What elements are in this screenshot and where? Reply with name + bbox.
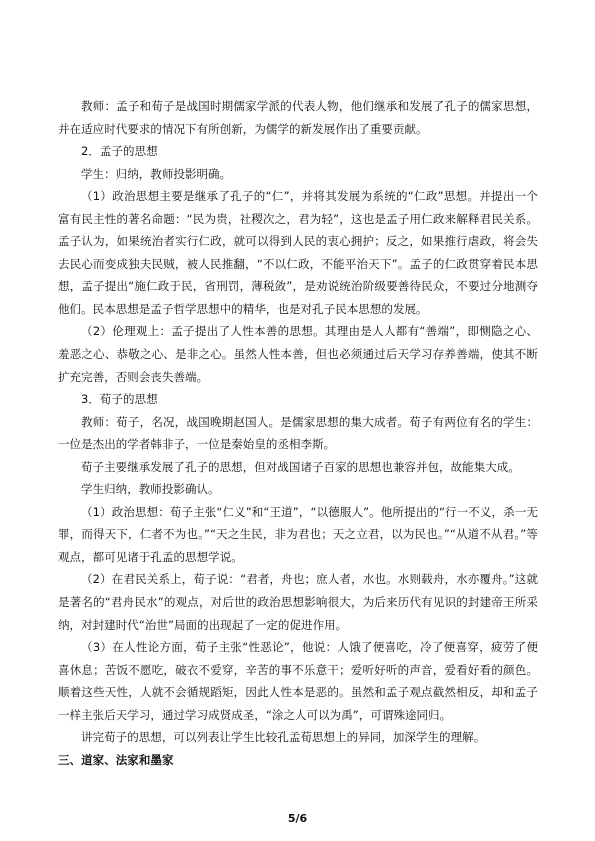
paragraph: 教师：荀子，名况，战国晚期赵国人。是儒家思想的集大成者。荀子有两位有名的学生：一位是杰出的学者韩非子，一位是秦始皇的丞相李斯。 <box>58 414 538 452</box>
paragraph: （1）政治思想：荀子主张“仁义”和“王道”，“以德服人”。他所提出的“行一不义，杀一无罪，而得天下，仁者不为也。”“天之生民，非为君也；天之立君，以为民也。”“从道不从君。”等观点，都可见诸于孔孟的思想学说。 <box>58 504 538 564</box>
paragraph: 讲完荀子的思想，可以列表让学生比较孔孟荀思想上的异同，加深学生的理解。 <box>81 730 486 745</box>
paragraph: （1）政治思想主要是继承了孔子的“仁”，并将其发展为系统的“仁政”思想。并提出一个富有民主性的著名命题：“民为贵，社稷次之，君为轻”，这也是孟子用仁政来解释君民关系。孟子认为，如果统治者实行仁政，就可以得到人民的衷心拥护；反之，如果推行虐政，将会失去民心而变成独夫民贼，被人民推翻，“不以仁政，不能平治天下”。孟子的仁政贯穿着民本思想，孟子提出“施仁政于民，省刑罚，薄税敛”，是劝说统治阶级要善待民众，不要过分地测夺他们。民本思想是孟子哲学思想中的精华，也是对孔子民本思想的发展。 <box>58 189 538 316</box>
subheading-mencius: 2．孟子的思想 <box>81 144 158 159</box>
paragraph: 荀子主要继承发展了孔子的思想，但对战国诸子百家的思想也兼容并包，故能集大成。 <box>81 459 520 474</box>
paragraph: 学生归纳，教师投影确认。 <box>81 482 220 497</box>
intro-paragraph: 教师：孟子和荀子是战国时期儒家学派的代表人物，他们继承和发展了孔子的儒家思想，并在适应时代要求的情况下有所创新，为儒学的新发展作出了重要贡献。 <box>58 99 538 136</box>
document-body <box>58 95 538 771</box>
section-heading: 三、道家、法家和墨家 <box>58 752 174 767</box>
paragraph: （3）在人性论方面，荀子主张“性恶论”，他说：人饿了便喜吃，冷了便喜穿，疲劳了便喜休息；苦饭不愿吃，破衣不爱穿，辛苦的事不乐意干；爱听好听的声音，爱看好看的颜色。顺着这些天性，人就不会循规蹈矩，因此人性本是恶的。虽然和孟子观点截然相反，却和孟子一样主张后天学习，通过学习成贤成圣，“涂之人可以为禹”，可谓殊途同归。 <box>58 640 538 722</box>
paragraph: （2）在君民关系上，荀子说：“君者，舟也；庶人者，水也。水则载舟，水亦覆舟。”这就是著名的“君舟民水”的观点，对后世的政治思想影响很大，为后来历代有见识的封建帝王所采纳，对封建时代“治世”局面的出现起了一定的促进作用。 <box>58 572 538 632</box>
page-number: 5/6 <box>287 812 308 825</box>
paragraph: 学生：归纳，教师投影明确。 <box>81 166 232 181</box>
paragraph: （2）伦理观上：孟子提出了人性本善的思想。其理由是人人都有“善端”，即恻隐之心、羞恶之心、恭敬之心、是非之心。虽然人性本善，但也必须通过后天学习存养善端，使其不断扩充完善，否则会丧失善端。 <box>58 324 538 384</box>
subheading-xunzi: 3．荀子的思想 <box>81 392 158 407</box>
